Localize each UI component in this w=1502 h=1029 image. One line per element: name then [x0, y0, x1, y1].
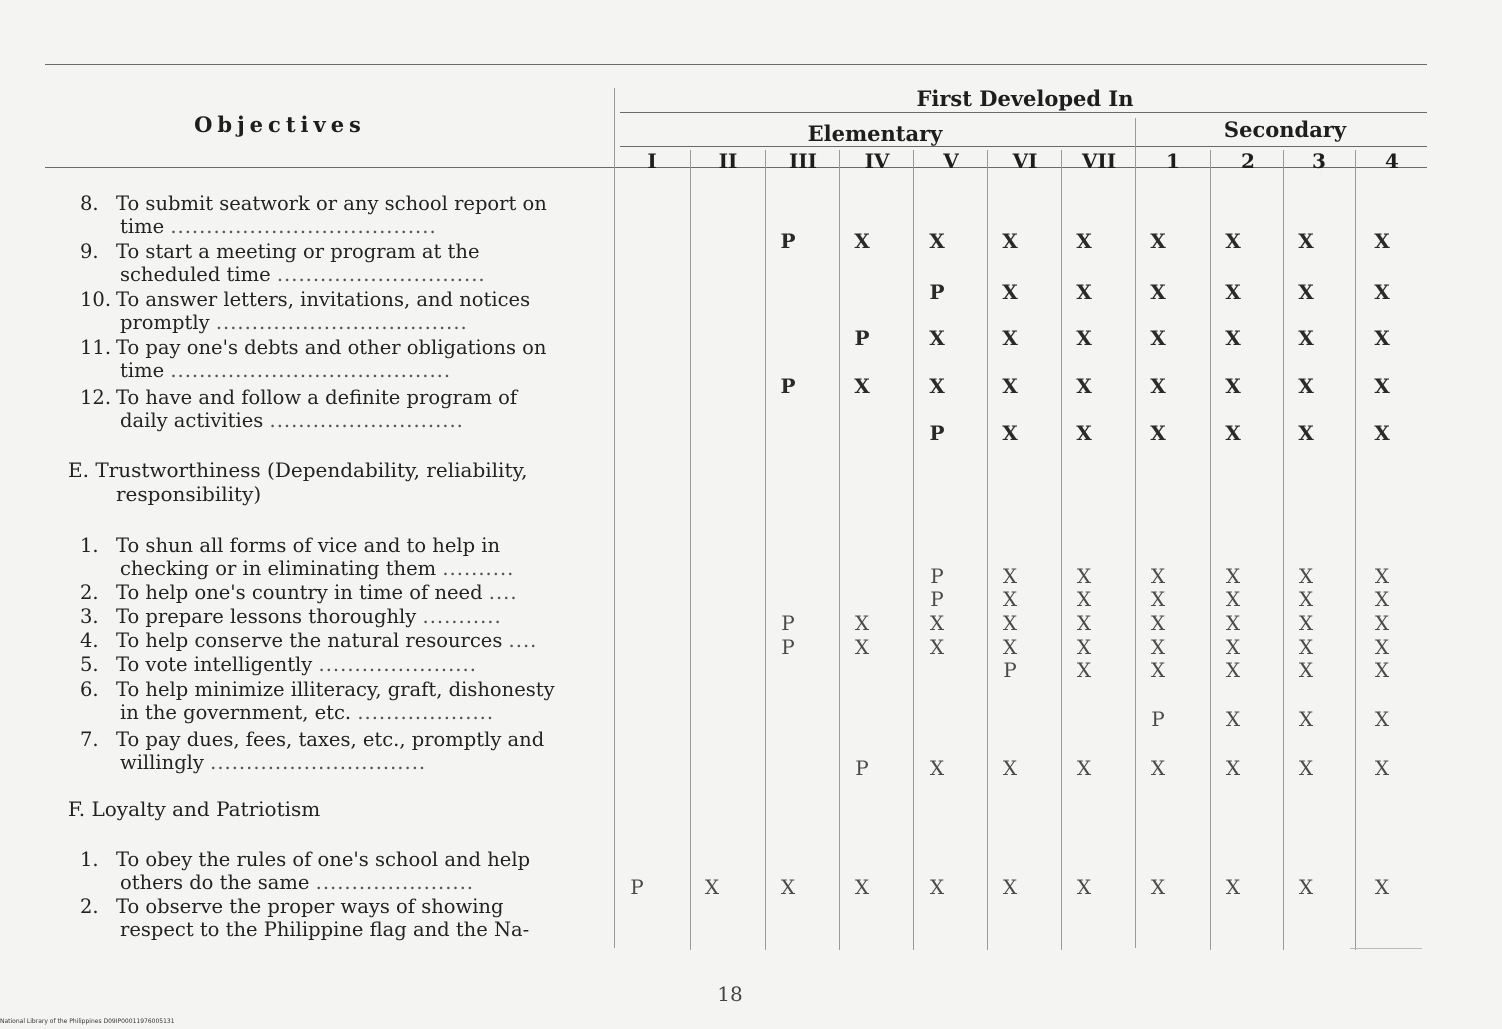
- mark-x: X: [1298, 421, 1314, 445]
- mark-x: X: [1076, 229, 1092, 253]
- mark-x: X: [1225, 229, 1241, 253]
- grade-header: V: [943, 149, 959, 173]
- mark-x: X: [1225, 707, 1241, 731]
- grade-header: III: [788, 149, 818, 173]
- mark-x: X: [1298, 756, 1314, 780]
- mark-x: X: [1002, 229, 1018, 253]
- mark-x: X: [854, 229, 870, 253]
- column-divider: [1210, 150, 1211, 950]
- mark-x: X: [1076, 326, 1092, 350]
- mark-p: P: [930, 587, 944, 611]
- mark-x: X: [780, 875, 796, 899]
- mark-x: X: [1225, 756, 1241, 780]
- mark-x: X: [1298, 229, 1314, 253]
- mark-x: X: [1150, 611, 1166, 635]
- column-divider: [1135, 118, 1136, 948]
- mark-x: X: [1298, 587, 1314, 611]
- objective-item: 3. To prepare lessons thoroughly ...........: [80, 605, 502, 628]
- mark-x: X: [854, 611, 870, 635]
- header-rule-grades: [620, 146, 1427, 147]
- objective-item: 6. To help minimize illiteracy, graft, dishonesty in the government, etc. ...................: [80, 678, 555, 724]
- mark-x: X: [1374, 280, 1390, 304]
- mark-x: X: [1374, 587, 1390, 611]
- objective-item: 8. To submit seatwork or any school report on time .....................................: [80, 192, 547, 238]
- mark-p: P: [1003, 658, 1017, 682]
- mark-x: X: [1225, 587, 1241, 611]
- mark-p: P: [630, 875, 644, 899]
- mark-x: X: [929, 229, 945, 253]
- mark-x: X: [1225, 374, 1241, 398]
- mark-x: X: [1150, 587, 1166, 611]
- column-divider: [987, 150, 988, 950]
- mark-x: X: [1002, 587, 1018, 611]
- secondary-heading: Secondary: [1223, 117, 1347, 142]
- column-divider: [1355, 150, 1356, 950]
- column-divider: [1283, 150, 1284, 950]
- mark-x: X: [929, 635, 945, 659]
- grade-header: 3: [1312, 149, 1326, 173]
- grade-header: 4: [1385, 149, 1399, 173]
- grade-header: 1: [1166, 149, 1180, 173]
- objective-item: 1. To obey the rules of one's school and help others do the same ......................: [80, 848, 531, 894]
- mark-x: X: [1150, 374, 1166, 398]
- mark-x: X: [929, 374, 945, 398]
- objective-item: 4. To help conserve the natural resources ....: [80, 629, 538, 652]
- mark-x: X: [1225, 875, 1241, 899]
- mark-x: X: [1076, 658, 1092, 682]
- objective-item: 7. To pay dues, fees, taxes, etc., promptly and willingly ..............................: [80, 728, 545, 774]
- grade-header: IV: [864, 149, 890, 173]
- mark-x: X: [1298, 875, 1314, 899]
- mark-x: X: [1002, 875, 1018, 899]
- mark-x: X: [1150, 635, 1166, 659]
- mark-x: X: [1076, 611, 1092, 635]
- objective-item: 1. To shun all forms of vice and to help in checking or in eliminating them ..........: [80, 534, 515, 580]
- mark-x: X: [1298, 280, 1314, 304]
- mark-p: P: [854, 326, 870, 350]
- mark-x: X: [1150, 564, 1166, 588]
- mark-p: P: [780, 229, 796, 253]
- mark-x: X: [929, 611, 945, 635]
- mark-x: X: [854, 875, 870, 899]
- section-heading: F. Loyalty and Patriotism: [68, 797, 321, 821]
- mark-x: X: [1002, 374, 1018, 398]
- mark-x: X: [1298, 707, 1314, 731]
- mark-x: X: [1076, 280, 1092, 304]
- elementary-heading: Elementary: [807, 121, 943, 146]
- mark-x: X: [1150, 326, 1166, 350]
- mark-x: X: [1076, 564, 1092, 588]
- mark-x: X: [1374, 611, 1390, 635]
- objective-item: 2. To help one's country in time of need ....: [80, 581, 518, 604]
- column-divider: [839, 150, 840, 950]
- column-divider: [690, 150, 691, 950]
- mark-x: X: [1150, 875, 1166, 899]
- mark-x: X: [1150, 421, 1166, 445]
- mark-x: X: [1002, 564, 1018, 588]
- grade-header: I: [647, 149, 657, 173]
- mark-x: X: [1374, 658, 1390, 682]
- mark-p: P: [929, 280, 945, 304]
- mark-x: X: [1298, 374, 1314, 398]
- footer-credit: National Library of the Philippines D09IP00011976005131: [0, 1018, 175, 1025]
- mark-x: X: [1374, 875, 1390, 899]
- objective-item: 5. To vote intelligently ......................: [80, 653, 477, 676]
- mark-x: X: [1076, 875, 1092, 899]
- mark-x: X: [1225, 611, 1241, 635]
- grade-header: VII: [1081, 149, 1117, 173]
- mark-x: X: [1150, 280, 1166, 304]
- mark-p: P: [781, 635, 795, 659]
- mark-x: X: [1150, 756, 1166, 780]
- mark-x: X: [1298, 658, 1314, 682]
- objectives-heading: Objectives: [194, 112, 366, 137]
- mark-x: X: [929, 875, 945, 899]
- mark-p: P: [1151, 707, 1165, 731]
- mark-x: X: [1374, 564, 1390, 588]
- mark-x: X: [1002, 421, 1018, 445]
- objective-item: 11. To pay one's debts and other obligations on time .......................................: [80, 336, 547, 382]
- mark-x: X: [1298, 326, 1314, 350]
- mark-p: P: [780, 374, 796, 398]
- first-developed-heading: First Developed In: [916, 86, 1134, 111]
- mark-x: X: [1374, 707, 1390, 731]
- mark-x: X: [1225, 421, 1241, 445]
- mark-x: X: [1374, 229, 1390, 253]
- mark-x: X: [1225, 280, 1241, 304]
- objective-item: 10. To answer letters, invitations, and notices promptly ...................................: [80, 288, 531, 334]
- mark-x: X: [704, 875, 720, 899]
- objective-item: 2. To observe the proper ways of showing respect to the Philippine flag and the Na-: [80, 895, 530, 941]
- grade-header: 2: [1241, 149, 1255, 173]
- mark-x: X: [1002, 611, 1018, 635]
- mark-x: X: [1225, 326, 1241, 350]
- mark-x: X: [1374, 421, 1390, 445]
- column-divider: [1061, 150, 1062, 950]
- mark-x: X: [1002, 635, 1018, 659]
- page-number: 18: [717, 982, 743, 1006]
- mark-x: X: [1298, 564, 1314, 588]
- mark-x: X: [1225, 658, 1241, 682]
- mark-p: P: [930, 564, 944, 588]
- mark-p: P: [781, 611, 795, 635]
- grade-header: VI: [1012, 149, 1038, 173]
- mark-x: X: [854, 635, 870, 659]
- mark-x: X: [1150, 229, 1166, 253]
- top-rule: [45, 64, 1427, 65]
- mark-x: X: [1076, 421, 1092, 445]
- mark-x: X: [1150, 658, 1166, 682]
- mark-x: X: [1374, 326, 1390, 350]
- mark-x: X: [929, 326, 945, 350]
- mark-x: X: [1076, 374, 1092, 398]
- mark-x: X: [929, 756, 945, 780]
- mark-x: X: [1298, 611, 1314, 635]
- mark-x: X: [854, 374, 870, 398]
- mark-x: X: [1374, 756, 1390, 780]
- mark-x: X: [1002, 280, 1018, 304]
- column-divider: [614, 88, 615, 948]
- column-divider: [765, 150, 766, 950]
- mark-p: P: [855, 756, 869, 780]
- objective-item: 9. To start a meeting or program at the scheduled time .............................: [80, 240, 486, 286]
- mark-x: X: [1076, 587, 1092, 611]
- mark-x: X: [1225, 635, 1241, 659]
- mark-x: X: [1002, 326, 1018, 350]
- section-heading: E. Trustworthiness (Dependability, reliability, responsibility): [68, 458, 528, 506]
- mark-x: X: [1374, 635, 1390, 659]
- mark-x: X: [1374, 374, 1390, 398]
- mark-x: X: [1002, 756, 1018, 780]
- mark-x: X: [1225, 564, 1241, 588]
- grade-header: II: [718, 149, 738, 173]
- mark-x: X: [1076, 756, 1092, 780]
- bottom-rule: [1350, 948, 1422, 949]
- mark-x: X: [1076, 635, 1092, 659]
- objective-item: 12. To have and follow a definite program of daily activities ...........................: [80, 386, 518, 432]
- column-divider: [913, 150, 914, 950]
- mark-p: P: [929, 421, 945, 445]
- mark-x: X: [1298, 635, 1314, 659]
- header-rule-first: [620, 112, 1427, 113]
